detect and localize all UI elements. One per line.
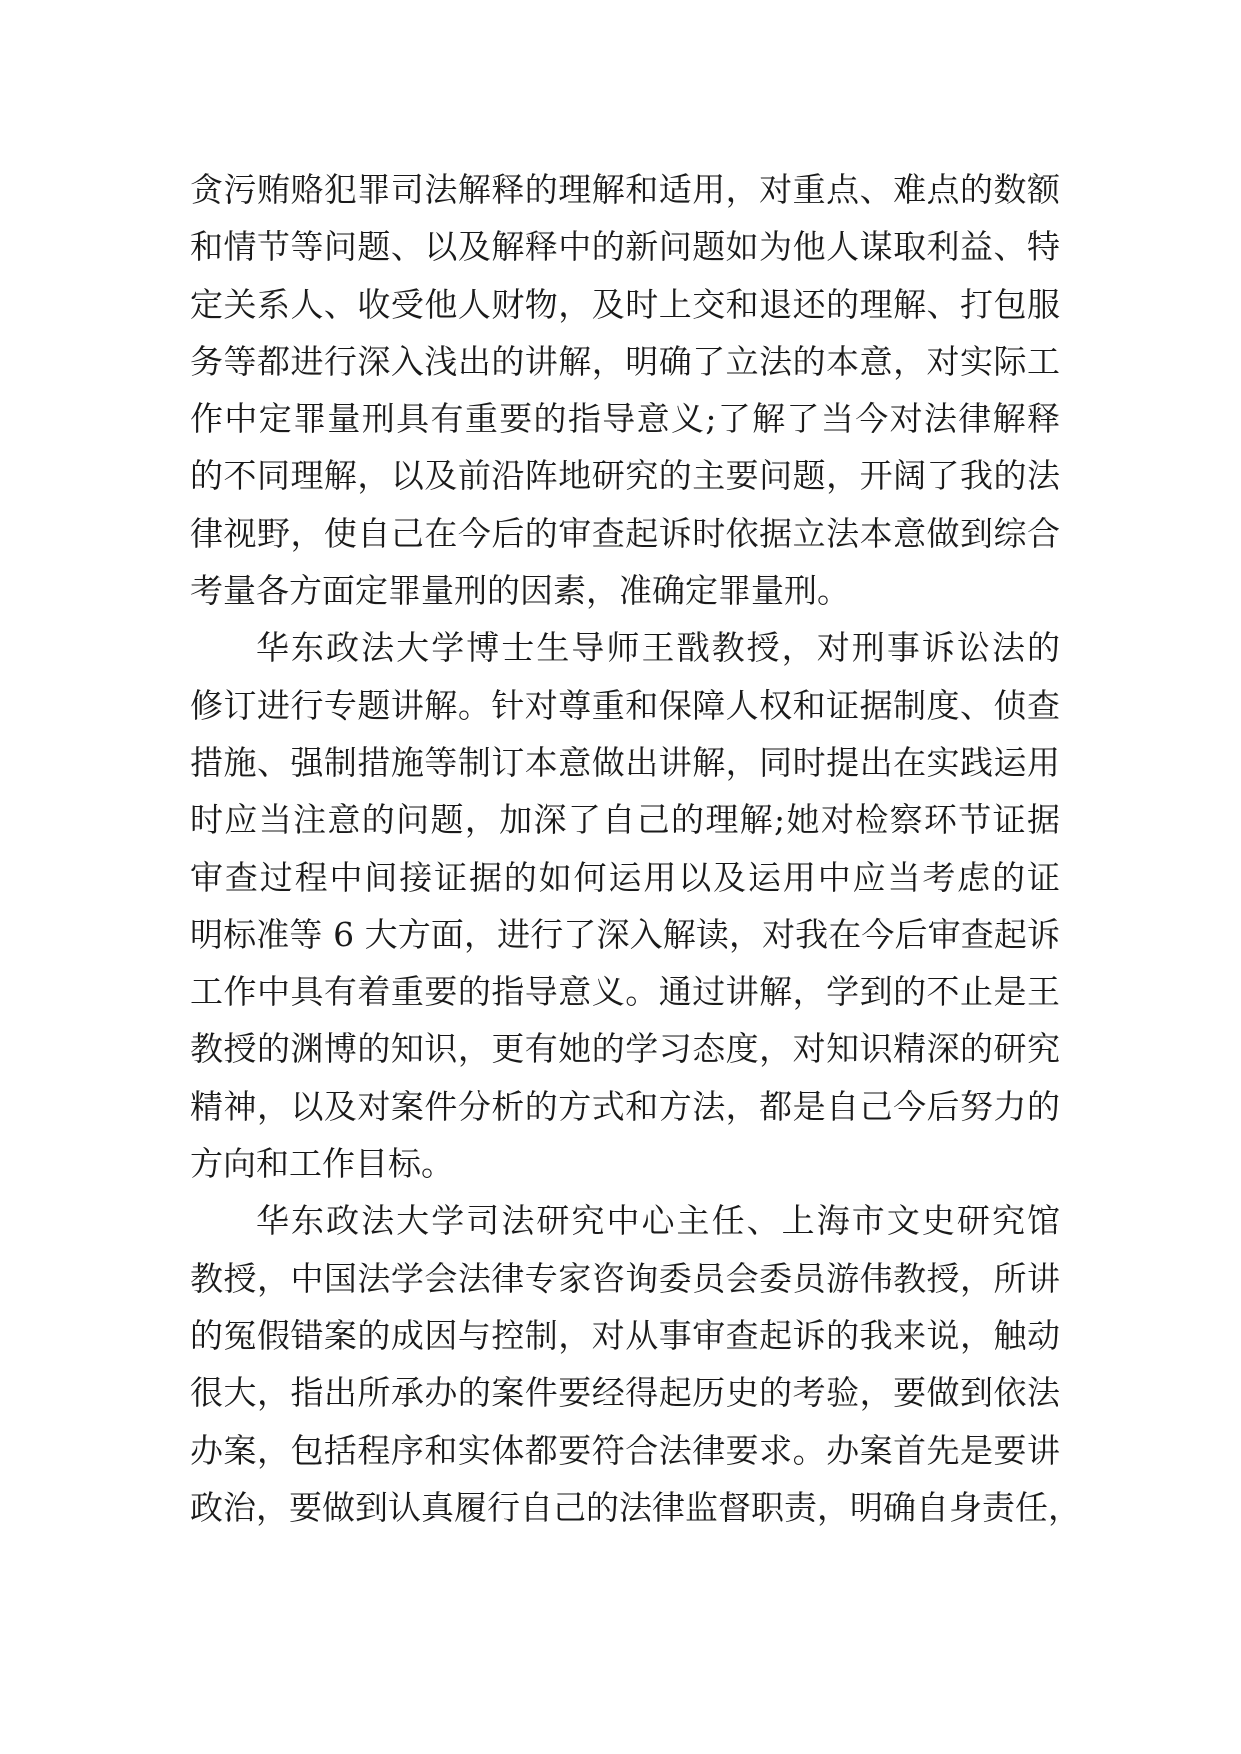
text-line: 审查过程中间接证据的如何运用以及运用中应当考虑的证 (190, 857, 1060, 897)
text-line: 政治，要做到认真履行自己的法律监督职责，明确自身责任， (190, 1487, 1081, 1527)
text-line: 修订进行专题讲解。针对尊重和保障人权和证据制度、侦查 (190, 685, 1060, 725)
text-line: 务等都进行深入浅出的讲解，明确了立法的本意，对实际工 (190, 341, 1060, 381)
text-line: 很大，指出所承办的案件要经得起历史的考验，要做到依法 (190, 1373, 1060, 1413)
paragraph-start-line: 华东政法大学博士生导师王戬教授，对刑事诉讼法的 (256, 628, 1060, 668)
text-line: 的冤假错案的成因与控制，对从事审查起诉的我来说，触动 (190, 1315, 1060, 1355)
text-line: 明标准等 6 大方面，进行了深入解读，对我在今后审查起诉 (190, 914, 1060, 954)
paragraph-start-line: 华东政法大学司法研究中心主任、上海市文史研究馆 (256, 1201, 1060, 1241)
text-line: 定关系人、收受他人财物，及时上交和退还的理解、打包服 (190, 284, 1060, 324)
text-line: 教授，中国法学会法律专家咨询委员会委员游伟教授，所讲 (190, 1258, 1060, 1298)
body-text (190, 161, 1081, 1536)
text-line: 办案，包括程序和实体都要符合法律要求。办案首先是要讲 (190, 1430, 1060, 1470)
text-line: 作中定罪量刑具有重要的指导意义;了解了当今对法律解释 (190, 399, 1060, 439)
text-line: 考量各方面定罪量刑的因素，准确定罪量刑。 (190, 571, 850, 611)
text-line: 精神，以及对案件分析的方式和方法，都是自己今后努力的 (190, 1086, 1060, 1126)
text-line: 教授的渊博的知识，更有她的学习态度，对知识精深的研究 (190, 1029, 1060, 1069)
text-line: 贪污贿赂犯罪司法解释的理解和适用，对重点、难点的数额 (190, 170, 1060, 209)
text-line: 律视野，使自己在今后的审查起诉时依据立法本意做到综合 (190, 513, 1060, 553)
text-line: 的不同理解，以及前沿阵地研究的主要问题，开阔了我的法 (190, 456, 1060, 496)
text-line: 和情节等问题、以及解释中的新问题如为他人谋取利益、特 (190, 227, 1060, 267)
text-line: 时应当注意的问题，加深了自己的理解;她对检察环节证据 (190, 800, 1060, 840)
text-line: 措施、强制措施等制订本意做出讲解，同时提出在实践运用 (190, 742, 1060, 782)
text-line: 工作中具有着重要的指导意义。通过讲解，学到的不止是王 (190, 972, 1060, 1012)
text-line: 方向和工作目标。 (190, 1144, 454, 1184)
